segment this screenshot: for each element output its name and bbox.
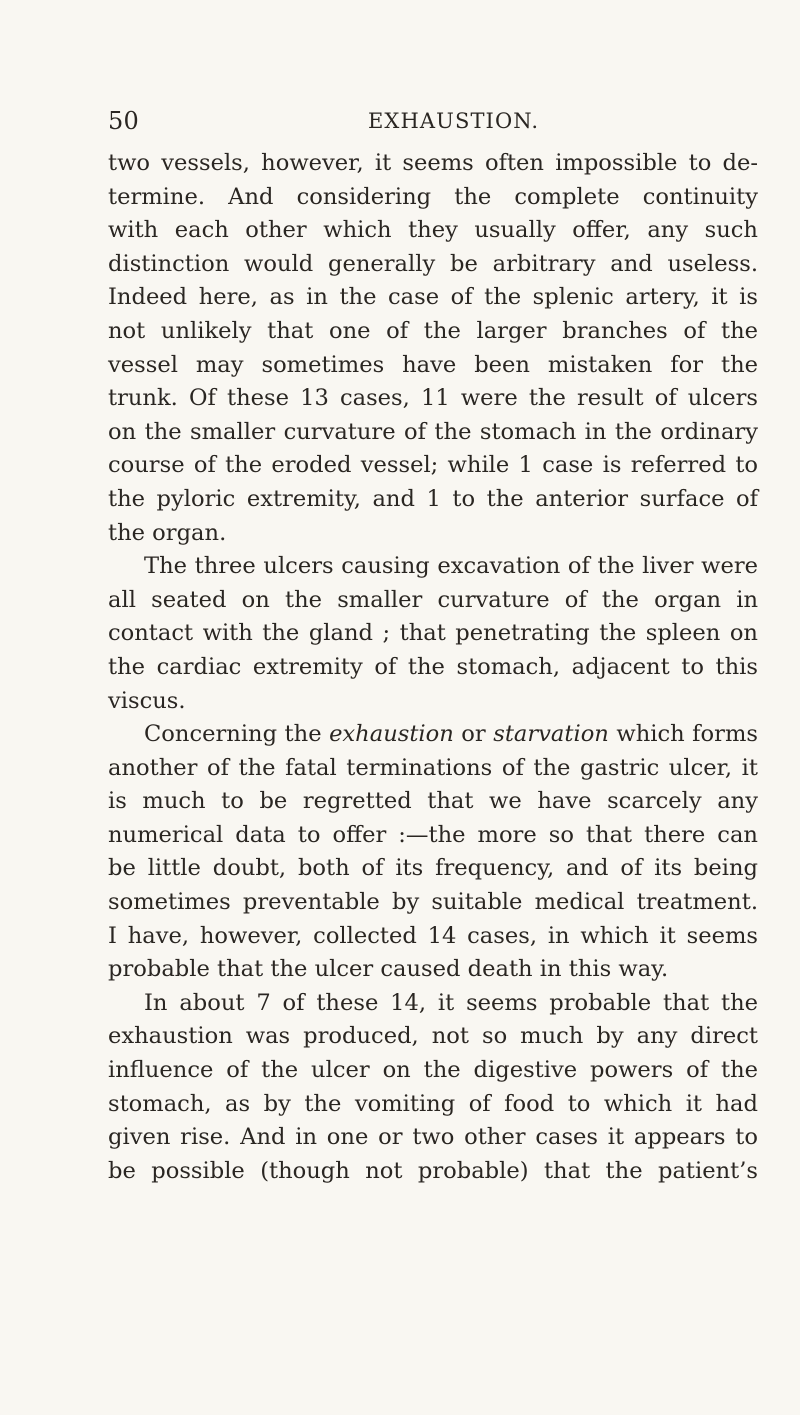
text-line: exhaustion was produced, not so much by any direct [108, 1023, 758, 1050]
paragraph-first-line [108, 718, 758, 752]
running-head: EXHAUSTION. [368, 109, 540, 133]
text-line: course of the eroded vessel; while 1 case is referred to [108, 452, 758, 479]
text-line: distinction would generally be arbitrary and useless. [108, 250, 758, 277]
page-header [108, 104, 758, 138]
text-line: vessel may sometimes have been mistaken for the [108, 351, 758, 378]
text-run: Concerning the [144, 721, 330, 748]
text-line: is much to be regretted that we have scarcely any [108, 788, 758, 815]
text-line: stomach, as by the vomiting of food to which it had [108, 1090, 758, 1117]
paragraph-last-line: the organ. [108, 519, 227, 546]
paragraph-last-line: viscus. [108, 687, 186, 714]
text-line: I have, however, collected 14 cases, in which it seems [108, 922, 758, 949]
text-line: two vessels, however, it seems often impossible to de- [108, 150, 758, 176]
text-line: be little doubt, both of its frequency, and of its being [108, 855, 758, 882]
text-line: influence of the ulcer on the digestive powers of the [108, 1057, 758, 1084]
text-run: or [453, 721, 494, 748]
text-line: not unlikely that one of the larger branches of the [108, 317, 758, 344]
text-line: sometimes preventable by suitable medical treatment. [108, 889, 758, 916]
text-run: which forms [608, 721, 758, 748]
text-line: with each other which they usually offer, any such [108, 217, 758, 244]
text-line: contact with the gland ; that penetrating the spleen on [108, 620, 758, 647]
text-line: the pyloric extremity, and 1 to the anterior surface of [108, 485, 758, 512]
body-text [108, 147, 758, 1188]
text-line: termine. And considering the complete continuity [108, 183, 758, 210]
paragraph-last-line: probable that the ulcer caused death in this way. [108, 956, 669, 983]
emphasis-exhaustion: exhaustion [329, 721, 454, 748]
text-line: another of the fatal terminations of the gastric ulcer, it [108, 754, 758, 781]
paragraph-first-line: In about 7 of these 14, it seems probable that the [144, 989, 758, 1016]
page-number: 50 [108, 107, 139, 135]
text-line: all seated on the smaller curvature of the organ in [108, 586, 758, 613]
text-line: on the smaller curvature of the stomach in the ordinary [108, 418, 758, 445]
text-line: be possible (though not probable) that the patient’s [108, 1157, 758, 1184]
text-line: numerical data to offer :—the more so that there can [108, 821, 758, 848]
paragraph-first-line: The three ulcers causing excavation of the liver were [144, 553, 758, 580]
emphasis-starvation: starvation [493, 721, 609, 748]
text-line: the cardiac extremity of the stomach, adjacent to this [108, 653, 758, 680]
text-line: Indeed here, as in the case of the splenic artery, it is [108, 284, 758, 311]
text-line: given rise. And in one or two other cases it appears to [108, 1124, 758, 1151]
text-line: trunk. Of these 13 cases, 11 were the result of ulcers [108, 385, 758, 412]
